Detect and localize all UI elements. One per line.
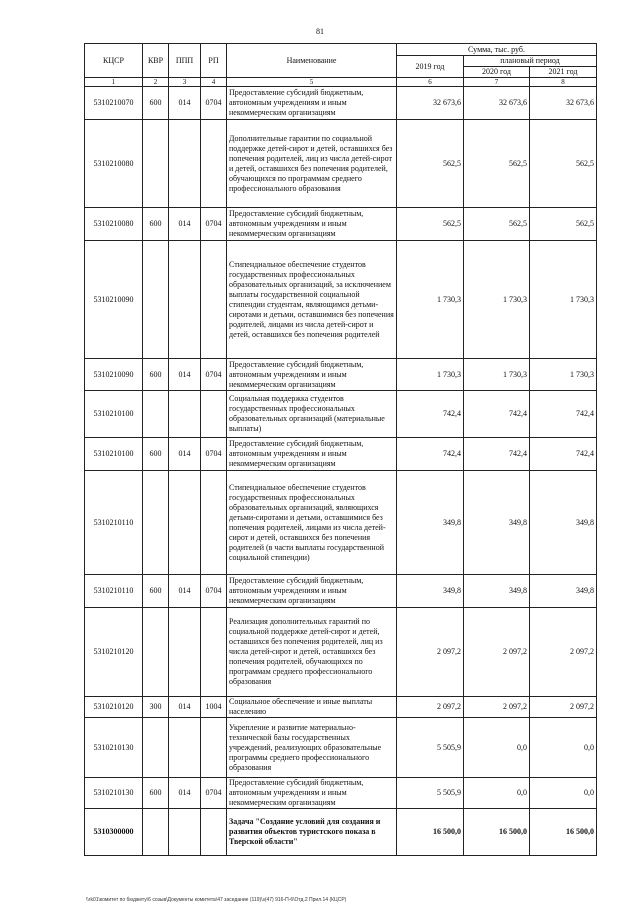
rp-cell [201, 809, 227, 856]
amount-2021-cell: 742,4 [530, 438, 597, 471]
amount-2019-cell: 1 730,3 [397, 241, 464, 359]
name-cell: Реализация дополнительных гарантий по социальной поддержке детей-сирот и детей, оставшихся без попечения родителей, лиц из числа детей-сирот и детей, оставшихся без попечения родителей, обучающихся по программам среднего профессионального образования [227, 608, 397, 697]
table-row [85, 241, 597, 359]
column-number: 8 [530, 78, 597, 87]
ppp-cell: 014 [169, 778, 201, 809]
name-cell: Стипендиальное обеспечение студентов государственных профессиональных образовательных организаций, за исключением выплаты государственной социальной стипендии студентам, являющимся детьми-сиротами и детьми, оставшимися без попечения родителей, лицами из числа детей-сирот и детей, оставшихся без попечения родителей [227, 241, 397, 359]
name-cell: Предоставление субсидий бюджетным, автономным учреждениям и иным некоммерческим организациям [227, 87, 397, 120]
table-row [85, 778, 597, 809]
ppp-cell: 014 [169, 575, 201, 608]
page-number: 81 [316, 27, 324, 36]
table-row [85, 718, 597, 778]
column-number: 2 [143, 78, 169, 87]
kvr-cell: 600 [143, 438, 169, 471]
table-row [85, 391, 597, 438]
rp-cell [201, 120, 227, 208]
rp-cell: 0704 [201, 208, 227, 241]
header-2020: 2020 год [464, 67, 530, 78]
name-cell: Предоставление субсидий бюджетным, автономным учреждениям и иным некоммерческим организациям [227, 575, 397, 608]
kcsr-cell: 5310300000 [85, 809, 143, 856]
table-row [85, 809, 597, 856]
table-row [85, 120, 597, 208]
ppp-cell: 014 [169, 359, 201, 391]
amount-2019-cell: 2 097,2 [397, 608, 464, 697]
name-cell: Предоставление субсидий бюджетным, автономным учреждениям и иным некоммерческим организациям [227, 359, 397, 391]
amount-2021-cell: 0,0 [530, 778, 597, 809]
table-row [85, 208, 597, 241]
name-cell: Дополнительные гарантии по социальной поддержке детей-сирот и детей, оставшихся без попечения родителей, лиц из числа детей-сирот и детей, оставшихся без попечения родителей, обучающихся по программам среднего профессионального образования [227, 120, 397, 208]
kcsr-cell: 5310210070 [85, 87, 143, 120]
ppp-cell [169, 471, 201, 575]
amount-2019-cell: 349,8 [397, 471, 464, 575]
amount-2019-cell: 32 673,6 [397, 87, 464, 120]
kvr-cell [143, 718, 169, 778]
kcsr-cell: 5310210120 [85, 697, 143, 718]
amount-2021-cell: 16 500,0 [530, 809, 597, 856]
amount-2020-cell: 742,4 [464, 438, 530, 471]
kcsr-cell: 5310210080 [85, 120, 143, 208]
rp-cell [201, 241, 227, 359]
amount-2019-cell: 5 505,9 [397, 778, 464, 809]
amount-2020-cell: 0,0 [464, 718, 530, 778]
ppp-cell: 014 [169, 87, 201, 120]
name-cell: Укрепление и развитие материально-технической базы государственных учреждений, реализующих образовательные программы среднего профессионального образования [227, 718, 397, 778]
amount-2019-cell: 742,4 [397, 391, 464, 438]
amount-2020-cell: 562,5 [464, 208, 530, 241]
header-rp: РП [201, 44, 227, 78]
amount-2020-cell: 349,8 [464, 575, 530, 608]
kcsr-cell: 5310210110 [85, 575, 143, 608]
ppp-cell [169, 391, 201, 438]
kcsr-cell: 5310210090 [85, 241, 143, 359]
header-name: Наименование [227, 44, 397, 78]
amount-2021-cell: 742,4 [530, 391, 597, 438]
header-2019: 2019 год [397, 56, 464, 78]
amount-2019-cell: 5 505,9 [397, 718, 464, 778]
rp-cell: 0704 [201, 575, 227, 608]
name-cell: Социальное обеспечение и иные выплаты населению [227, 697, 397, 718]
amount-2021-cell: 349,8 [530, 575, 597, 608]
column-number: 3 [169, 78, 201, 87]
rp-cell [201, 391, 227, 438]
column-number: 1 [85, 78, 143, 87]
amount-2020-cell: 32 673,6 [464, 87, 530, 120]
kvr-cell [143, 391, 169, 438]
rp-cell [201, 608, 227, 697]
column-number-row [85, 78, 597, 87]
kcsr-cell: 5310210130 [85, 778, 143, 809]
table-row [85, 471, 597, 575]
budget-table [84, 43, 597, 856]
amount-2019-cell: 1 730,3 [397, 359, 464, 391]
kvr-cell: 600 [143, 778, 169, 809]
header-kvr: КВР [143, 44, 169, 78]
kcsr-cell: 5310210110 [85, 471, 143, 575]
ppp-cell [169, 608, 201, 697]
ppp-cell [169, 718, 201, 778]
ppp-cell: 014 [169, 438, 201, 471]
ppp-cell [169, 120, 201, 208]
kvr-cell: 600 [143, 87, 169, 120]
header-kcsr: КЦСР [85, 44, 143, 78]
amount-2019-cell: 562,5 [397, 120, 464, 208]
kcsr-cell: 5310210080 [85, 208, 143, 241]
name-cell: Стипендиальное обеспечение студентов государственных профессиональных образовательных организаций, являющихся детьми-сиротами и детьми, оставшимися без попечения родителей, лицами из числа детей-сирот и детей, оставшихся без попечения родителей (в части выплаты государственной социальной стипендии) [227, 471, 397, 575]
header-sum: Сумма, тыс. руб. [397, 44, 597, 56]
kcsr-cell: 5310210100 [85, 438, 143, 471]
kvr-cell: 300 [143, 697, 169, 718]
amount-2020-cell: 0,0 [464, 778, 530, 809]
kvr-cell: 600 [143, 575, 169, 608]
kcsr-cell: 5310210120 [85, 608, 143, 697]
header-planned: плановый период [464, 56, 597, 67]
amount-2019-cell: 742,4 [397, 438, 464, 471]
amount-2019-cell: 16 500,0 [397, 809, 464, 856]
kvr-cell [143, 809, 169, 856]
kvr-cell [143, 120, 169, 208]
amount-2020-cell: 1 730,3 [464, 359, 530, 391]
kcsr-cell: 5310210100 [85, 391, 143, 438]
kvr-cell [143, 608, 169, 697]
ppp-cell: 014 [169, 208, 201, 241]
amount-2020-cell: 16 500,0 [464, 809, 530, 856]
rp-cell: 0704 [201, 438, 227, 471]
amount-2021-cell: 0,0 [530, 718, 597, 778]
name-cell: Предоставление субсидий бюджетным, автономным учреждениям и иным некоммерческим организациям [227, 438, 397, 471]
amount-2020-cell: 349,8 [464, 471, 530, 575]
ppp-cell: 014 [169, 697, 201, 718]
amount-2021-cell: 1 730,3 [530, 241, 597, 359]
ppp-cell [169, 809, 201, 856]
table-row [85, 697, 597, 718]
kcsr-cell: 5310210090 [85, 359, 143, 391]
kcsr-cell: 5310210130 [85, 718, 143, 778]
table-body [85, 87, 597, 856]
name-cell: Предоставление субсидий бюджетным, автономным учреждениям и иным некоммерческим организациям [227, 778, 397, 809]
rp-cell [201, 471, 227, 575]
rp-cell: 0704 [201, 87, 227, 120]
header-2021: 2021 год [530, 67, 597, 78]
name-cell: Предоставление субсидий бюджетным, автономным учреждениям и иным некоммерческим организациям [227, 208, 397, 241]
kvr-cell: 600 [143, 359, 169, 391]
amount-2021-cell: 1 730,3 [530, 359, 597, 391]
table-row [85, 87, 597, 120]
table-row [85, 359, 597, 391]
header-ppp: ППП [169, 44, 201, 78]
kvr-cell [143, 471, 169, 575]
name-cell: Задача "Создание условий для создания и развития объектов туристского показа в Тверской области" [227, 809, 397, 856]
amount-2021-cell: 349,8 [530, 471, 597, 575]
column-number: 4 [201, 78, 227, 87]
rp-cell: 0704 [201, 359, 227, 391]
amount-2020-cell: 742,4 [464, 391, 530, 438]
column-number: 6 [397, 78, 464, 87]
amount-2020-cell: 2 097,2 [464, 697, 530, 718]
name-cell: Социальная поддержка студентов государственных профессиональных образовательных организаций (материальные выплаты) [227, 391, 397, 438]
ppp-cell [169, 241, 201, 359]
amount-2019-cell: 562,5 [397, 208, 464, 241]
amount-2021-cell: 562,5 [530, 208, 597, 241]
column-number: 5 [227, 78, 397, 87]
table-row [85, 575, 597, 608]
amount-2021-cell: 562,5 [530, 120, 597, 208]
kvr-cell: 600 [143, 208, 169, 241]
table-row [85, 438, 597, 471]
amount-2021-cell: 2 097,2 [530, 697, 597, 718]
rp-cell: 1004 [201, 697, 227, 718]
table-row [85, 608, 597, 697]
amount-2020-cell: 2 097,2 [464, 608, 530, 697]
column-number: 7 [464, 78, 530, 87]
rp-cell: 0704 [201, 778, 227, 809]
amount-2020-cell: 562,5 [464, 120, 530, 208]
kvr-cell [143, 241, 169, 359]
amount-2019-cell: 2 097,2 [397, 697, 464, 718]
footer-path: \\rk01\комитет по бюджету\6 созыв\Документы комитета\47 заседание (119)\з(47) 916-П-6\Отд.2 Прил.14 (КЦСР) [86, 897, 347, 903]
amount-2021-cell: 2 097,2 [530, 608, 597, 697]
amount-2019-cell: 349,8 [397, 575, 464, 608]
rp-cell [201, 718, 227, 778]
amount-2021-cell: 32 673,6 [530, 87, 597, 120]
amount-2020-cell: 1 730,3 [464, 241, 530, 359]
